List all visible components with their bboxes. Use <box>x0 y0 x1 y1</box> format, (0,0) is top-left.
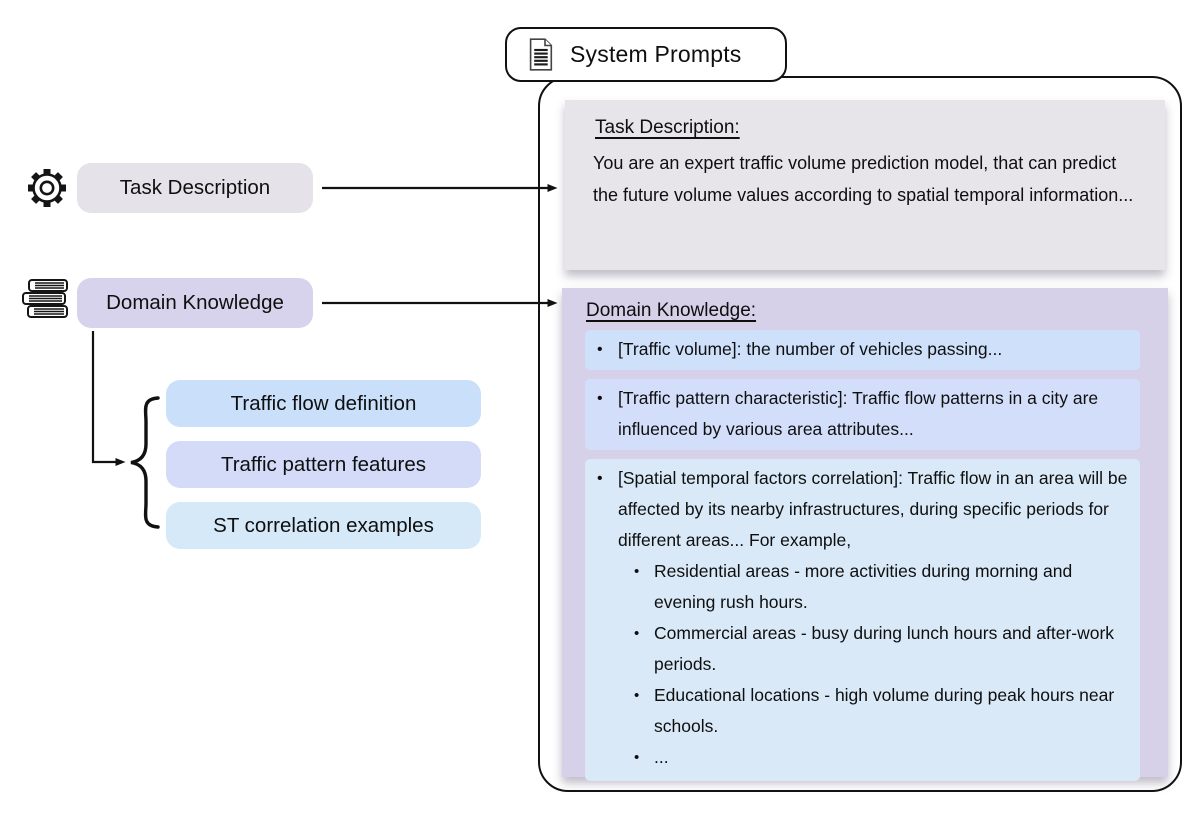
knowledge-item-label: Traffic flow definition <box>230 391 417 415</box>
domain-bullet-text: • [Traffic pattern characteristic]: Traffic flow patterns in a city are influenced by various area attributes... <box>618 388 1099 439</box>
task-panel-heading: Task Description: <box>595 117 740 138</box>
task-description-node-label: Task Description <box>119 176 271 199</box>
knowledge-item-traffic-pattern <box>166 441 481 488</box>
knowledge-item-st-correlation <box>166 502 481 549</box>
document-icon <box>527 37 554 72</box>
sub-bullet-text: • Commercial areas - busy during lunch hours and after-work periods. <box>654 623 1115 674</box>
sub-bullet-text: • Educational locations - high volume during peak hours near schools. <box>654 685 1115 736</box>
domain-bullet-st-correlation <box>585 459 1140 781</box>
domain-bullet-text: • [Spatial temporal factors correlation]: Traffic flow in an area will be affected by its nearby infrastructures, during specific periods for different areas... For example, <box>618 468 1128 550</box>
branch-connector-arrow <box>93 331 116 462</box>
knowledge-item-label: ST correlation examples <box>213 513 434 537</box>
domain-panel-heading: Domain Knowledge: <box>586 300 757 321</box>
domain-knowledge-node <box>77 278 313 328</box>
sub-bullet-educational <box>634 680 1128 742</box>
sub-bullet-commercial <box>634 618 1128 680</box>
domain-knowledge-panel <box>562 288 1168 777</box>
sub-bullet-text: • Residential areas - more activities during morning and evening rush hours. <box>654 561 1073 612</box>
domain-knowledge-node-label: Domain Knowledge <box>106 291 284 314</box>
task-description-node <box>77 163 313 213</box>
curly-brace <box>131 398 158 527</box>
figure-title: System Prompts <box>570 41 742 67</box>
gear-icon <box>25 166 69 210</box>
books-icon <box>19 277 75 325</box>
st-correlation-examples-list <box>634 556 1128 773</box>
domain-bullet-traffic-pattern <box>585 379 1140 450</box>
sub-bullet-residential <box>634 556 1128 618</box>
domain-bullet-traffic-volume <box>585 330 1140 370</box>
system-prompts-title-box <box>505 27 787 82</box>
domain-bullet-text: • [Traffic volume]: the number of vehicles passing... <box>618 339 1003 359</box>
knowledge-item-label: Traffic pattern features <box>220 452 427 476</box>
sub-bullet-ellipsis <box>634 742 1128 773</box>
task-description-panel <box>565 100 1165 270</box>
sub-bullet-text: • ... <box>654 747 669 767</box>
task-panel-body: You are an expert traffic volume prediction model, that can predict the future volume values according to spatial temporal information... <box>593 153 1134 205</box>
knowledge-item-traffic-flow <box>166 380 481 427</box>
